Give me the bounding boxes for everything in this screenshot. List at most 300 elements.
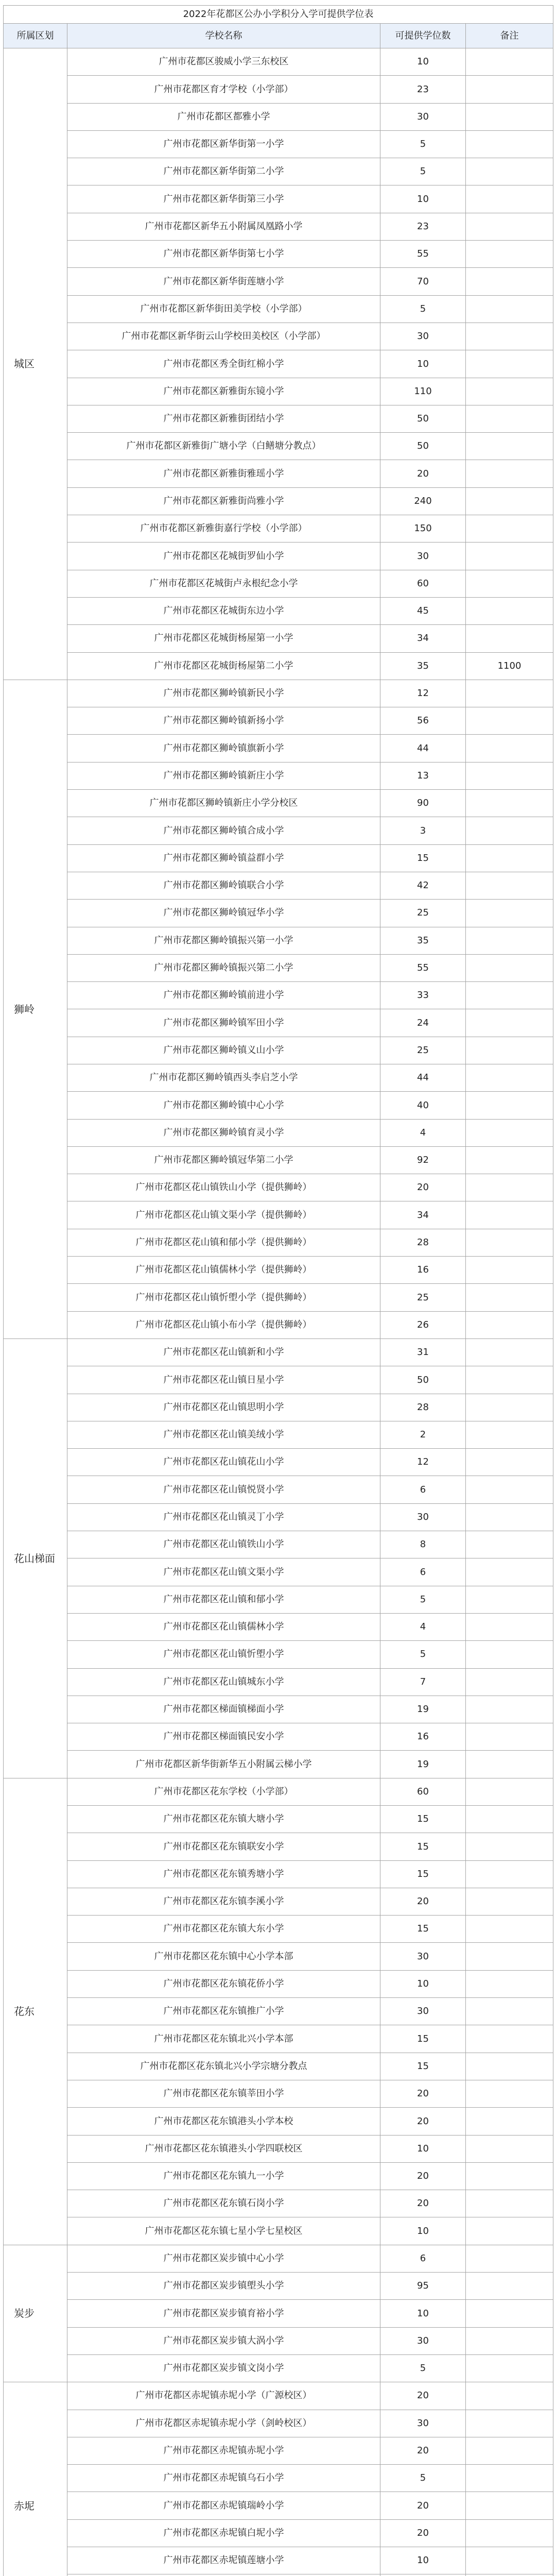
table-row bbox=[4, 2519, 553, 2547]
school-name-cell: 广州市花都区新华街云山学校田美校区（小学部） bbox=[67, 323, 380, 350]
table-row bbox=[4, 735, 553, 762]
remark-cell bbox=[466, 1696, 553, 1723]
seats-cell: 23 bbox=[380, 213, 466, 240]
remark-cell bbox=[466, 1778, 553, 1805]
table-row bbox=[4, 1668, 553, 1696]
remark-cell bbox=[466, 2492, 553, 2519]
header-seats: 可提供学位数 bbox=[380, 24, 466, 48]
seats-cell: 15 bbox=[380, 1833, 466, 1860]
school-name-cell: 广州市花都区赤坭镇瑞岭小学 bbox=[67, 2492, 380, 2519]
seats-cell: 31 bbox=[380, 1338, 466, 1366]
table-row bbox=[4, 433, 553, 460]
school-name-cell: 广州市花都区新雅街尚雅小学 bbox=[67, 487, 380, 515]
seats-cell: 30 bbox=[380, 543, 466, 570]
school-name-cell: 广州市花都区花山镇儒林小学 bbox=[67, 1613, 380, 1640]
table-row bbox=[4, 2217, 553, 2245]
school-name-cell: 广州市花都区赤坭镇赤坭小学 bbox=[67, 2437, 380, 2464]
seats-cell: 42 bbox=[380, 872, 466, 899]
seats-cell: 20 bbox=[380, 2519, 466, 2547]
remark-cell bbox=[466, 268, 553, 295]
remark-cell bbox=[466, 1613, 553, 1640]
remark-cell bbox=[466, 1338, 553, 1366]
remark-cell bbox=[466, 1064, 553, 1091]
school-name-cell: 广州市花都区花东镇港头小学四联校区 bbox=[67, 2135, 380, 2162]
seats-cell: 33 bbox=[380, 982, 466, 1009]
table-row bbox=[4, 1860, 553, 1888]
seats-cell: 30 bbox=[380, 103, 466, 130]
school-name-cell: 广州市花都区花东镇花侨小学 bbox=[67, 1970, 380, 1997]
remark-cell bbox=[466, 487, 553, 515]
seats-cell: 13 bbox=[380, 762, 466, 789]
table-row bbox=[4, 515, 553, 543]
school-name-cell: 广州市花都区花东镇北兴小学本部 bbox=[67, 2025, 380, 2053]
table-row bbox=[4, 2437, 553, 2464]
seats-cell: 4 bbox=[380, 1119, 466, 1146]
seats-cell: 44 bbox=[380, 1064, 466, 1091]
district-cell: 花山梯面 bbox=[4, 1338, 67, 1778]
table-row bbox=[4, 570, 553, 597]
district-cell: 狮岭 bbox=[4, 680, 67, 1338]
school-name-cell: 广州市花都区新华街第一小学 bbox=[67, 130, 380, 158]
remark-cell bbox=[466, 1723, 553, 1751]
header-district: 所属区划 bbox=[4, 24, 67, 48]
table-row bbox=[4, 1641, 553, 1668]
remark-cell bbox=[466, 1174, 553, 1201]
table-row bbox=[4, 954, 553, 981]
seats-cell: 90 bbox=[380, 790, 466, 817]
seats-cell: 20 bbox=[380, 2190, 466, 2217]
remark-cell bbox=[466, 130, 553, 158]
remark-cell bbox=[466, 1888, 553, 1915]
seats-cell: 55 bbox=[380, 241, 466, 268]
remark-cell bbox=[466, 1394, 553, 1421]
seats-cell: 20 bbox=[380, 2437, 466, 2464]
school-name-cell: 广州市花都区狮岭镇新庄小学分校区 bbox=[67, 790, 380, 817]
table-row bbox=[4, 900, 553, 927]
school-name-cell: 广州市花都区炭步镇文岗小学 bbox=[67, 2354, 380, 2382]
remark-cell bbox=[466, 1284, 553, 1311]
remark-cell bbox=[466, 1943, 553, 1970]
school-name-cell: 广州市花都区育才学校（小学部） bbox=[67, 76, 380, 103]
table-row bbox=[4, 790, 553, 817]
school-name-cell: 广州市花都区新华五小附属凤凰路小学 bbox=[67, 213, 380, 240]
school-name-cell: 广州市花都区新华街莲塘小学 bbox=[67, 268, 380, 295]
table-row bbox=[4, 1751, 553, 1778]
seats-cell: 5 bbox=[380, 130, 466, 158]
school-name-cell: 广州市花都区赤坭镇莲塘小学 bbox=[67, 2547, 380, 2574]
remark-cell bbox=[466, 2162, 553, 2190]
seats-cell: 10 bbox=[380, 2135, 466, 2162]
remark-cell bbox=[466, 707, 553, 735]
table-row bbox=[4, 2465, 553, 2492]
school-name-cell: 广州市花都区花山镇城东小学 bbox=[67, 1668, 380, 1696]
school-name-cell: 广州市花都区新华街新华五小附属云梯小学 bbox=[67, 1751, 380, 1778]
school-name-cell: 广州市花都区狮岭镇合成小学 bbox=[67, 817, 380, 844]
table-row bbox=[4, 2354, 553, 2382]
seats-cell: 10 bbox=[380, 2300, 466, 2327]
school-name-cell: 广州市花都区花山镇文渠小学 bbox=[67, 1558, 380, 1586]
remark-cell bbox=[466, 1009, 553, 1037]
school-name-cell: 广州市花都区新华街田美学校（小学部） bbox=[67, 295, 380, 323]
school-name-cell: 广州市花都区花山镇忻塱小学（提供狮岭） bbox=[67, 1284, 380, 1311]
school-name-cell: 广州市花都区花东镇莘田小学 bbox=[67, 2080, 380, 2107]
table-row bbox=[4, 1174, 553, 1201]
school-name-cell: 广州市花都区花城街杨屋第二小学 bbox=[67, 652, 380, 680]
school-name-cell: 广州市花都区花山镇美绒小学 bbox=[67, 1421, 380, 1448]
school-name-cell: 广州市花都区新雅街广塘小学（白鳝塘分教点） bbox=[67, 433, 380, 460]
remark-cell bbox=[466, 1806, 553, 1833]
school-name-cell: 广州市花都区花东镇联安小学 bbox=[67, 1833, 380, 1860]
seats-cell: 50 bbox=[380, 1366, 466, 1394]
school-name-cell: 广州市花都区花山镇悦贤小学 bbox=[67, 1476, 380, 1503]
remark-cell bbox=[466, 1146, 553, 1174]
school-name-cell: 广州市花都区花城街东边小学 bbox=[67, 597, 380, 624]
seats-cell: 92 bbox=[380, 1146, 466, 1174]
remark-cell bbox=[466, 1421, 553, 1448]
district-cell: 赤坭 bbox=[4, 2382, 67, 2576]
school-name-cell: 广州市花都区花东镇北兴小学宗塘分教点 bbox=[67, 2053, 380, 2080]
remark-cell bbox=[466, 1668, 553, 1696]
remark-cell bbox=[466, 1201, 553, 1229]
table-row bbox=[4, 1119, 553, 1146]
table-row bbox=[4, 76, 553, 103]
remark-cell bbox=[466, 2053, 553, 2080]
school-name-cell: 广州市花都区花东镇大塘小学 bbox=[67, 1806, 380, 1833]
table-row bbox=[4, 295, 553, 323]
remark-cell bbox=[466, 2190, 553, 2217]
seats-cell: 6 bbox=[380, 1476, 466, 1503]
remark-cell bbox=[466, 1531, 553, 1558]
table-row bbox=[4, 543, 553, 570]
remark-cell bbox=[466, 1503, 553, 1531]
school-name-cell: 广州市花都区狮岭镇旗新小学 bbox=[67, 735, 380, 762]
seats-cell: 3 bbox=[380, 817, 466, 844]
table-row bbox=[4, 213, 553, 240]
school-name-cell: 广州市花都区狮岭镇振兴第一小学 bbox=[67, 927, 380, 954]
table-row bbox=[4, 1558, 553, 1586]
seats-cell: 30 bbox=[380, 323, 466, 350]
table-row bbox=[4, 1394, 553, 1421]
table-row bbox=[4, 2025, 553, 2053]
remark-cell bbox=[466, 790, 553, 817]
table-row bbox=[4, 680, 553, 707]
table-row bbox=[4, 130, 553, 158]
remark-cell bbox=[466, 158, 553, 185]
table-row bbox=[4, 1146, 553, 1174]
table-row bbox=[4, 1257, 553, 1284]
table-row bbox=[4, 652, 553, 680]
remark-cell bbox=[466, 2410, 553, 2437]
school-name-cell: 广州市花都区新华街第二小学 bbox=[67, 158, 380, 185]
seats-cell: 15 bbox=[380, 2053, 466, 2080]
school-name-cell: 广州市花都区新华街第三小学 bbox=[67, 185, 380, 213]
remark-cell bbox=[466, 2135, 553, 2162]
remark-cell bbox=[466, 241, 553, 268]
table-row bbox=[4, 1723, 553, 1751]
seats-cell: 10 bbox=[380, 1970, 466, 1997]
remark-cell bbox=[466, 76, 553, 103]
table-row bbox=[4, 2053, 553, 2080]
seats-cell: 20 bbox=[380, 2162, 466, 2190]
remark-cell bbox=[466, 2108, 553, 2135]
remark-cell bbox=[466, 1916, 553, 1943]
table-row bbox=[4, 1229, 553, 1256]
seats-cell: 20 bbox=[380, 2382, 466, 2410]
remark-cell bbox=[466, 927, 553, 954]
remark-cell bbox=[466, 543, 553, 570]
seats-cell: 34 bbox=[380, 1201, 466, 1229]
district-cell: 炭步 bbox=[4, 2245, 67, 2382]
seats-cell: 95 bbox=[380, 2273, 466, 2300]
remark-cell bbox=[466, 515, 553, 543]
table-row bbox=[4, 1009, 553, 1037]
remark-cell bbox=[466, 2300, 553, 2327]
seats-cell: 15 bbox=[380, 1806, 466, 1833]
remark-cell bbox=[466, 872, 553, 899]
remark-cell bbox=[466, 2382, 553, 2410]
table-row bbox=[4, 2547, 553, 2574]
remark-cell bbox=[466, 2217, 553, 2245]
school-name-cell: 广州市花都区花东镇七星小学七星校区 bbox=[67, 2217, 380, 2245]
table-row bbox=[4, 460, 553, 487]
school-name-cell: 广州市花都区新雅街雅瑶小学 bbox=[67, 460, 380, 487]
table-row bbox=[4, 707, 553, 735]
seats-cell: 20 bbox=[380, 2080, 466, 2107]
school-name-cell: 广州市花都区赤坭镇赤坭小学（剑岭校区） bbox=[67, 2410, 380, 2437]
seats-cell: 20 bbox=[380, 1174, 466, 1201]
school-name-cell: 广州市花都区都雅小学 bbox=[67, 103, 380, 130]
table-row bbox=[4, 1888, 553, 1915]
seats-cell: 7 bbox=[380, 1668, 466, 1696]
table-row bbox=[4, 1064, 553, 1091]
table-row bbox=[4, 2327, 553, 2354]
school-name-cell: 广州市花都区新雅街团结小学 bbox=[67, 405, 380, 432]
remark-cell bbox=[466, 1311, 553, 1338]
table-row bbox=[4, 2410, 553, 2437]
table-row bbox=[4, 817, 553, 844]
seats-cell: 5 bbox=[380, 2465, 466, 2492]
seats-cell: 12 bbox=[380, 1449, 466, 1476]
table-row bbox=[4, 323, 553, 350]
table-row bbox=[4, 2162, 553, 2190]
school-name-cell: 广州市花都区花城街卢永根纪念小学 bbox=[67, 570, 380, 597]
table-row bbox=[4, 1696, 553, 1723]
remark-cell bbox=[466, 680, 553, 707]
school-name-cell: 广州市花都区狮岭镇育灵小学 bbox=[67, 1119, 380, 1146]
remark-cell bbox=[466, 900, 553, 927]
seats-cell: 35 bbox=[380, 927, 466, 954]
seats-cell: 35 bbox=[380, 652, 466, 680]
remark-cell bbox=[466, 762, 553, 789]
seats-cell: 5 bbox=[380, 295, 466, 323]
seats-cell: 40 bbox=[380, 1092, 466, 1119]
seats-cell: 30 bbox=[380, 1503, 466, 1531]
remark-cell bbox=[466, 597, 553, 624]
seats-cell: 8 bbox=[380, 1531, 466, 1558]
table-row bbox=[4, 2135, 553, 2162]
school-name-cell: 广州市花都区花山镇和郁小学 bbox=[67, 1586, 380, 1613]
remark-cell bbox=[466, 2465, 553, 2492]
table-title: 2022年花都区公办小学积分入学可提供学位表 bbox=[4, 6, 553, 24]
table-row bbox=[4, 927, 553, 954]
school-name-cell: 广州市花都区花山镇灵丁小学 bbox=[67, 1503, 380, 1531]
table-row bbox=[4, 405, 553, 432]
remark-cell bbox=[466, 2547, 553, 2574]
seats-cell: 55 bbox=[380, 954, 466, 981]
remark-cell bbox=[466, 350, 553, 378]
remark-cell bbox=[466, 1970, 553, 1997]
school-name-cell: 广州市花都区花东镇港头小学本校 bbox=[67, 2108, 380, 2135]
table-row bbox=[4, 2245, 553, 2272]
school-name-cell: 广州市花都区狮岭镇冠华第二小学 bbox=[67, 1146, 380, 1174]
remark-cell bbox=[466, 2327, 553, 2354]
table-row bbox=[4, 982, 553, 1009]
school-name-cell: 广州市花都区花山镇铁山小学 bbox=[67, 1531, 380, 1558]
remark-cell bbox=[466, 1998, 553, 2025]
table-row bbox=[4, 1943, 553, 1970]
school-name-cell: 广州市花都区狮岭镇联合小学 bbox=[67, 872, 380, 899]
table-row bbox=[4, 268, 553, 295]
seats-cell: 19 bbox=[380, 1751, 466, 1778]
seats-cell: 30 bbox=[380, 2327, 466, 2354]
seats-cell: 28 bbox=[380, 1229, 466, 1256]
school-name-cell: 广州市花都区赤坭镇乌石小学 bbox=[67, 2465, 380, 2492]
table-row bbox=[4, 2080, 553, 2107]
remark-cell bbox=[466, 2245, 553, 2272]
seats-cell: 15 bbox=[380, 1916, 466, 1943]
table-row bbox=[4, 378, 553, 405]
seats-cell: 34 bbox=[380, 625, 466, 652]
table-row bbox=[4, 1037, 553, 1064]
seats-cell: 12 bbox=[380, 680, 466, 707]
table-row bbox=[4, 2300, 553, 2327]
table-row bbox=[4, 487, 553, 515]
school-name-cell: 广州市花都区花东镇中心小学本部 bbox=[67, 1943, 380, 1970]
school-name-cell: 广州市花都区赤坭镇赤坭小学（广源校区） bbox=[67, 2382, 380, 2410]
seats-cell: 4 bbox=[380, 1613, 466, 1640]
remark-cell bbox=[466, 1037, 553, 1064]
school-name-cell: 广州市花都区骏威小学三东校区 bbox=[67, 48, 380, 76]
remark-cell bbox=[466, 2437, 553, 2464]
seats-cell: 10 bbox=[380, 48, 466, 76]
table-row bbox=[4, 2108, 553, 2135]
school-name-cell: 广州市花都区狮岭镇西头李启芝小学 bbox=[67, 1064, 380, 1091]
school-name-cell: 广州市花都区炭步镇育裕小学 bbox=[67, 2300, 380, 2327]
table-row bbox=[4, 1449, 553, 1476]
seats-cell: 10 bbox=[380, 2217, 466, 2245]
district-cell: 城区 bbox=[4, 48, 67, 680]
seats-cell: 110 bbox=[380, 378, 466, 405]
header-row bbox=[4, 24, 553, 48]
table-row bbox=[4, 872, 553, 899]
school-name-cell: 广州市花都区狮岭镇振兴第二小学 bbox=[67, 954, 380, 981]
table-row bbox=[4, 1586, 553, 1613]
school-name-cell: 广州市花都区狮岭镇中心小学 bbox=[67, 1092, 380, 1119]
seats-cell: 20 bbox=[380, 2108, 466, 2135]
table-row bbox=[4, 185, 553, 213]
seats-cell: 5 bbox=[380, 1641, 466, 1668]
remark-cell bbox=[466, 2080, 553, 2107]
school-name-cell: 广州市花都区梯面镇梯面小学 bbox=[67, 1696, 380, 1723]
remark-cell bbox=[466, 1751, 553, 1778]
remark-cell bbox=[466, 844, 553, 872]
remark-cell bbox=[466, 954, 553, 981]
seats-cell: 16 bbox=[380, 1723, 466, 1751]
remark-cell bbox=[466, 1833, 553, 1860]
seats-cell: 56 bbox=[380, 707, 466, 735]
seats-cell: 70 bbox=[380, 268, 466, 295]
table-row bbox=[4, 158, 553, 185]
seats-cell: 50 bbox=[380, 405, 466, 432]
seats-cell: 25 bbox=[380, 900, 466, 927]
table-row bbox=[4, 2382, 553, 2410]
remark-cell bbox=[466, 405, 553, 432]
seats-cell: 24 bbox=[380, 1009, 466, 1037]
school-name-cell: 广州市花都区花山镇忻塱小学 bbox=[67, 1641, 380, 1668]
remark-cell bbox=[466, 1558, 553, 1586]
table-row bbox=[4, 241, 553, 268]
remark-cell bbox=[466, 185, 553, 213]
seats-cell: 23 bbox=[380, 76, 466, 103]
table-row bbox=[4, 762, 553, 789]
seats-cell: 5 bbox=[380, 2354, 466, 2382]
table-row bbox=[4, 1311, 553, 1338]
seats-cell: 60 bbox=[380, 570, 466, 597]
school-name-cell: 广州市花都区花东镇石岗小学 bbox=[67, 2190, 380, 2217]
seats-cell: 15 bbox=[380, 1860, 466, 1888]
school-name-cell: 广州市花都区花城街杨屋第一小学 bbox=[67, 625, 380, 652]
seats-cell: 25 bbox=[380, 1037, 466, 1064]
remark-cell bbox=[466, 1586, 553, 1613]
seats-cell: 30 bbox=[380, 1998, 466, 2025]
school-name-cell: 广州市花都区炭步镇中心小学 bbox=[67, 2245, 380, 2272]
table-row bbox=[4, 2273, 553, 2300]
seats-cell: 19 bbox=[380, 1696, 466, 1723]
remark-cell: 1100 bbox=[466, 652, 553, 680]
seats-cell: 5 bbox=[380, 158, 466, 185]
table-row bbox=[4, 1338, 553, 1366]
table-row bbox=[4, 1201, 553, 1229]
school-name-cell: 广州市花都区狮岭镇新民小学 bbox=[67, 680, 380, 707]
school-name-cell: 广州市花都区花山镇日星小学 bbox=[67, 1366, 380, 1394]
school-name-cell: 广州市花都区梯面镇民安小学 bbox=[67, 1723, 380, 1751]
table-row bbox=[4, 597, 553, 624]
table-row bbox=[4, 1421, 553, 1448]
school-name-cell: 广州市花都区花城街罗仙小学 bbox=[67, 543, 380, 570]
school-name-cell: 广州市花都区狮岭镇义山小学 bbox=[67, 1037, 380, 1064]
table-row bbox=[4, 1998, 553, 2025]
header-note: 备注 bbox=[466, 24, 553, 48]
seats-cell: 16 bbox=[380, 1257, 466, 1284]
table-row bbox=[4, 2190, 553, 2217]
remark-cell bbox=[466, 1476, 553, 1503]
table-row bbox=[4, 48, 553, 76]
remark-cell bbox=[466, 2025, 553, 2053]
seat-table-sheet bbox=[3, 5, 553, 2576]
remark-cell bbox=[466, 460, 553, 487]
remark-cell bbox=[466, 378, 553, 405]
school-name-cell: 广州市花都区狮岭镇前进小学 bbox=[67, 982, 380, 1009]
table-body bbox=[4, 48, 553, 2576]
school-name-cell: 广州市花都区狮岭镇新扬小学 bbox=[67, 707, 380, 735]
school-name-cell: 广州市花都区新雅街嘉行学校（小学部） bbox=[67, 515, 380, 543]
seats-cell: 10 bbox=[380, 185, 466, 213]
seats-cell: 240 bbox=[380, 487, 466, 515]
remark-cell bbox=[466, 1229, 553, 1256]
remark-cell bbox=[466, 625, 553, 652]
remark-cell bbox=[466, 433, 553, 460]
seats-cell: 30 bbox=[380, 2410, 466, 2437]
